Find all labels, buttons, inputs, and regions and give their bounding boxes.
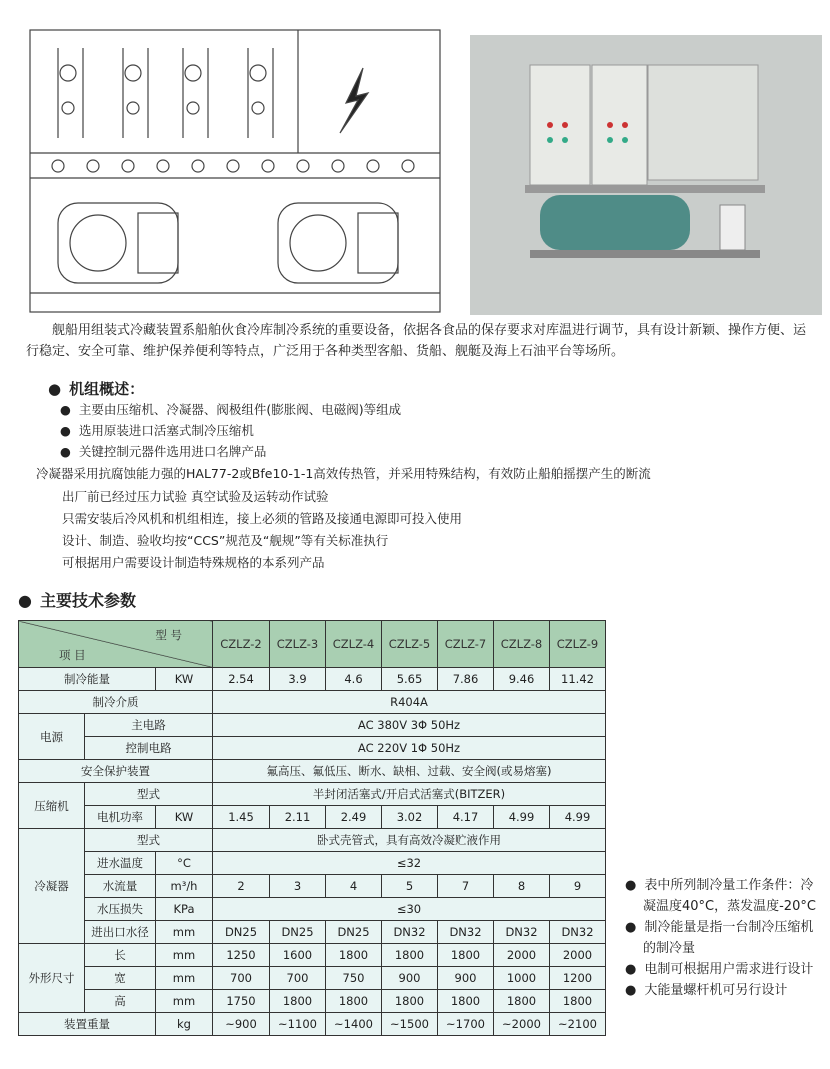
table-cell: 9.46 bbox=[494, 668, 550, 691]
model-header: CZLZ-9 bbox=[550, 621, 606, 668]
table-row bbox=[19, 737, 606, 760]
table-cell: 2.49 bbox=[326, 806, 382, 829]
table-cell: 半封闭活塞式/开启式活塞式(BITZER) bbox=[213, 783, 606, 806]
table-cell: 长 bbox=[85, 944, 156, 967]
model-header: CZLZ-7 bbox=[438, 621, 494, 668]
table-row bbox=[19, 944, 606, 967]
table-row bbox=[19, 967, 606, 990]
table-row bbox=[19, 990, 606, 1013]
model-header: CZLZ-8 bbox=[494, 621, 550, 668]
table-cell: 5.65 bbox=[382, 668, 438, 691]
table-cell: °C bbox=[156, 852, 213, 875]
table-row bbox=[19, 806, 606, 829]
table-row bbox=[19, 852, 606, 875]
note: ● 制冷能量是指一台制冷压缩机的制冷量 bbox=[625, 917, 820, 959]
table-cell: DN25 bbox=[213, 921, 270, 944]
table-cell: 7.86 bbox=[438, 668, 494, 691]
table-cell: 水流量 bbox=[85, 875, 156, 898]
table-cell: ~2000 bbox=[494, 1013, 550, 1036]
table-cell: 主电路 bbox=[85, 714, 213, 737]
table-cell: ~2100 bbox=[550, 1013, 606, 1036]
table-cell: 1800 bbox=[326, 944, 382, 967]
note: ● 表中所列制冷量工作条件：冷凝温度40°C，蒸发温度-20°C bbox=[625, 875, 820, 917]
table-row bbox=[19, 829, 606, 852]
model-header: CZLZ-2 bbox=[213, 621, 270, 668]
table-cell: 制冷介质 bbox=[19, 691, 213, 714]
table-cell: 1800 bbox=[382, 944, 438, 967]
table-row bbox=[19, 668, 606, 691]
table-cell: 外形尺寸 bbox=[19, 944, 85, 1013]
table-cell: 型式 bbox=[85, 829, 213, 852]
table-cell: 1800 bbox=[438, 990, 494, 1013]
table-row bbox=[19, 898, 606, 921]
table-cell: 700 bbox=[213, 967, 270, 990]
intro-paragraph: 舰船用组装式冷藏装置系船舶伙食冷库制冷系统的重要设备，依据各食品的保存要求对库温进行调节，具有设计新颖、操作方便、运行稳定、安全可靠、维护保养便利等特点，广泛用于各种类型客船、货船、舰艇及海上石油平台等场所。 bbox=[26, 323, 807, 359]
table-cell: 电源 bbox=[19, 714, 85, 760]
table-cell: 2000 bbox=[494, 944, 550, 967]
table-cell: DN32 bbox=[438, 921, 494, 944]
table-cell: 4.99 bbox=[550, 806, 606, 829]
table-cell: mm bbox=[156, 921, 213, 944]
table-cell: mm bbox=[156, 944, 213, 967]
table-cell: 9 bbox=[550, 875, 606, 898]
table-cell: 3 bbox=[270, 875, 326, 898]
table-cell: 水压损失 bbox=[85, 898, 156, 921]
notes bbox=[625, 875, 820, 1001]
table-cell: AC 220V 1Φ 50Hz bbox=[213, 737, 606, 760]
table-cell: 冷凝器 bbox=[19, 829, 85, 944]
table-cell: 7 bbox=[438, 875, 494, 898]
table-cell: ~1400 bbox=[326, 1013, 382, 1036]
table-cell: 2.54 bbox=[213, 668, 270, 691]
table-cell: DN25 bbox=[270, 921, 326, 944]
model-header: CZLZ-5 bbox=[382, 621, 438, 668]
overview-heading: ● 机组概述： bbox=[48, 378, 144, 399]
table-cell: 2.11 bbox=[270, 806, 326, 829]
table-cell: 装置重量 bbox=[19, 1013, 156, 1036]
table-cell: 1800 bbox=[326, 990, 382, 1013]
overview-line: 出厂前已经过压力试验 真空试验及运转动作试验 bbox=[62, 489, 329, 504]
table-cell: 1800 bbox=[494, 990, 550, 1013]
table-cell: ~1700 bbox=[438, 1013, 494, 1036]
table-cell: 进水温度 bbox=[85, 852, 156, 875]
table-cell: 750 bbox=[326, 967, 382, 990]
table-cell: 4 bbox=[326, 875, 382, 898]
table-cell: 压缩机 bbox=[19, 783, 85, 829]
table-row bbox=[19, 783, 606, 806]
table-cell: 900 bbox=[382, 967, 438, 990]
table-cell: 宽 bbox=[85, 967, 156, 990]
overview-bullet: ● 关键控制元器件选用进口名牌产品 bbox=[60, 442, 266, 460]
table-row bbox=[19, 875, 606, 898]
overview-bullet: ● 主要由压缩机、冷凝器、阀极组件(膨胀阀、电磁阀)等组成 bbox=[60, 400, 401, 418]
model-header: CZLZ-3 bbox=[270, 621, 326, 668]
table-row bbox=[19, 921, 606, 944]
table-cell: R404A bbox=[213, 691, 606, 714]
overview-line: 可根据用户需要设计制造特殊规格的本系列产品 bbox=[62, 555, 325, 570]
table-cell: DN32 bbox=[550, 921, 606, 944]
table-cell: 控制电路 bbox=[85, 737, 213, 760]
table-cell: 1800 bbox=[382, 990, 438, 1013]
overview-line: 只需安装后冷风机和机组相连，接上必须的管路及接通电源即可投入使用 bbox=[62, 511, 463, 526]
table-cell: ~900 bbox=[213, 1013, 270, 1036]
table-row bbox=[19, 714, 606, 737]
table-cell: 1200 bbox=[550, 967, 606, 990]
note: ● 大能量螺杆机可另行设计 bbox=[625, 980, 820, 1001]
model-header: CZLZ-4 bbox=[326, 621, 382, 668]
table-cell: ~1500 bbox=[382, 1013, 438, 1036]
table-cell: 安全保护装置 bbox=[19, 760, 213, 783]
overview-bullet: ● 选用原装进口活塞式制冷压缩机 bbox=[60, 421, 254, 439]
overview-line: 设计、制造、验收均按“CCS”规范及“舰规”等有关标准执行 bbox=[62, 533, 389, 548]
table-cell: 4.17 bbox=[438, 806, 494, 829]
table-cell: 1250 bbox=[213, 944, 270, 967]
table-cell: m³/h bbox=[156, 875, 213, 898]
header-corner bbox=[19, 621, 213, 668]
table-cell: 卧式壳管式，具有高效冷凝贮液作用 bbox=[213, 829, 606, 852]
table-cell: 900 bbox=[438, 967, 494, 990]
table-cell: 氟高压、氟低压、断水、缺相、过载、安全阀(或易熔塞) bbox=[213, 760, 606, 783]
table-row bbox=[19, 621, 606, 668]
table-cell: 型式 bbox=[85, 783, 213, 806]
table-cell: DN32 bbox=[494, 921, 550, 944]
table-cell: 1750 bbox=[213, 990, 270, 1013]
table-cell: mm bbox=[156, 967, 213, 990]
table-cell: ~1100 bbox=[270, 1013, 326, 1036]
table-cell: 制冷能量 bbox=[19, 668, 156, 691]
table-cell: 3.02 bbox=[382, 806, 438, 829]
table-cell: 1000 bbox=[494, 967, 550, 990]
table-cell: DN32 bbox=[382, 921, 438, 944]
table-cell: 1800 bbox=[550, 990, 606, 1013]
unit-photo bbox=[470, 35, 822, 315]
table-cell: 1.45 bbox=[213, 806, 270, 829]
table-row bbox=[19, 1013, 606, 1036]
table-cell: 11.42 bbox=[550, 668, 606, 691]
table-cell: ≤30 bbox=[213, 898, 606, 921]
table-cell: 1800 bbox=[270, 990, 326, 1013]
table-cell: 1600 bbox=[270, 944, 326, 967]
table-row bbox=[19, 691, 606, 714]
table-cell: 3.9 bbox=[270, 668, 326, 691]
table-cell: 2 bbox=[213, 875, 270, 898]
table-cell: 4.6 bbox=[326, 668, 382, 691]
header-item-label: 项 目 bbox=[59, 648, 86, 662]
table-cell: 8 bbox=[494, 875, 550, 898]
params-heading: ● 主要技术参数 bbox=[18, 588, 136, 611]
table-cell: 4.99 bbox=[494, 806, 550, 829]
table-cell: KW bbox=[156, 806, 213, 829]
table-cell: 进出口水径 bbox=[85, 921, 156, 944]
table-cell: DN25 bbox=[326, 921, 382, 944]
table-cell: 高 bbox=[85, 990, 156, 1013]
table-cell: 700 bbox=[270, 967, 326, 990]
table-cell: 电机功率 bbox=[85, 806, 156, 829]
overview-line: 冷凝器采用抗腐蚀能力强的HAL77-2或Bfe10-1-1高效传热管，并采用特殊结构，有效防止船舶摇摆产生的断流 bbox=[36, 466, 651, 481]
table-cell: 2000 bbox=[550, 944, 606, 967]
note: ● 电制可根据用户需求进行设计 bbox=[625, 959, 820, 980]
spec-table bbox=[18, 620, 606, 1036]
table-cell: ≤32 bbox=[213, 852, 606, 875]
table-cell: mm bbox=[156, 990, 213, 1013]
table-cell: KPa bbox=[156, 898, 213, 921]
table-cell: KW bbox=[156, 668, 213, 691]
table-cell: 5 bbox=[382, 875, 438, 898]
unit-line-drawing bbox=[28, 28, 442, 314]
table-cell: 1800 bbox=[438, 944, 494, 967]
table-cell: kg bbox=[156, 1013, 213, 1036]
table-cell: AC 380V 3Φ 50Hz bbox=[213, 714, 606, 737]
header-model-label: 型 号 bbox=[155, 628, 182, 642]
table-row bbox=[19, 760, 606, 783]
